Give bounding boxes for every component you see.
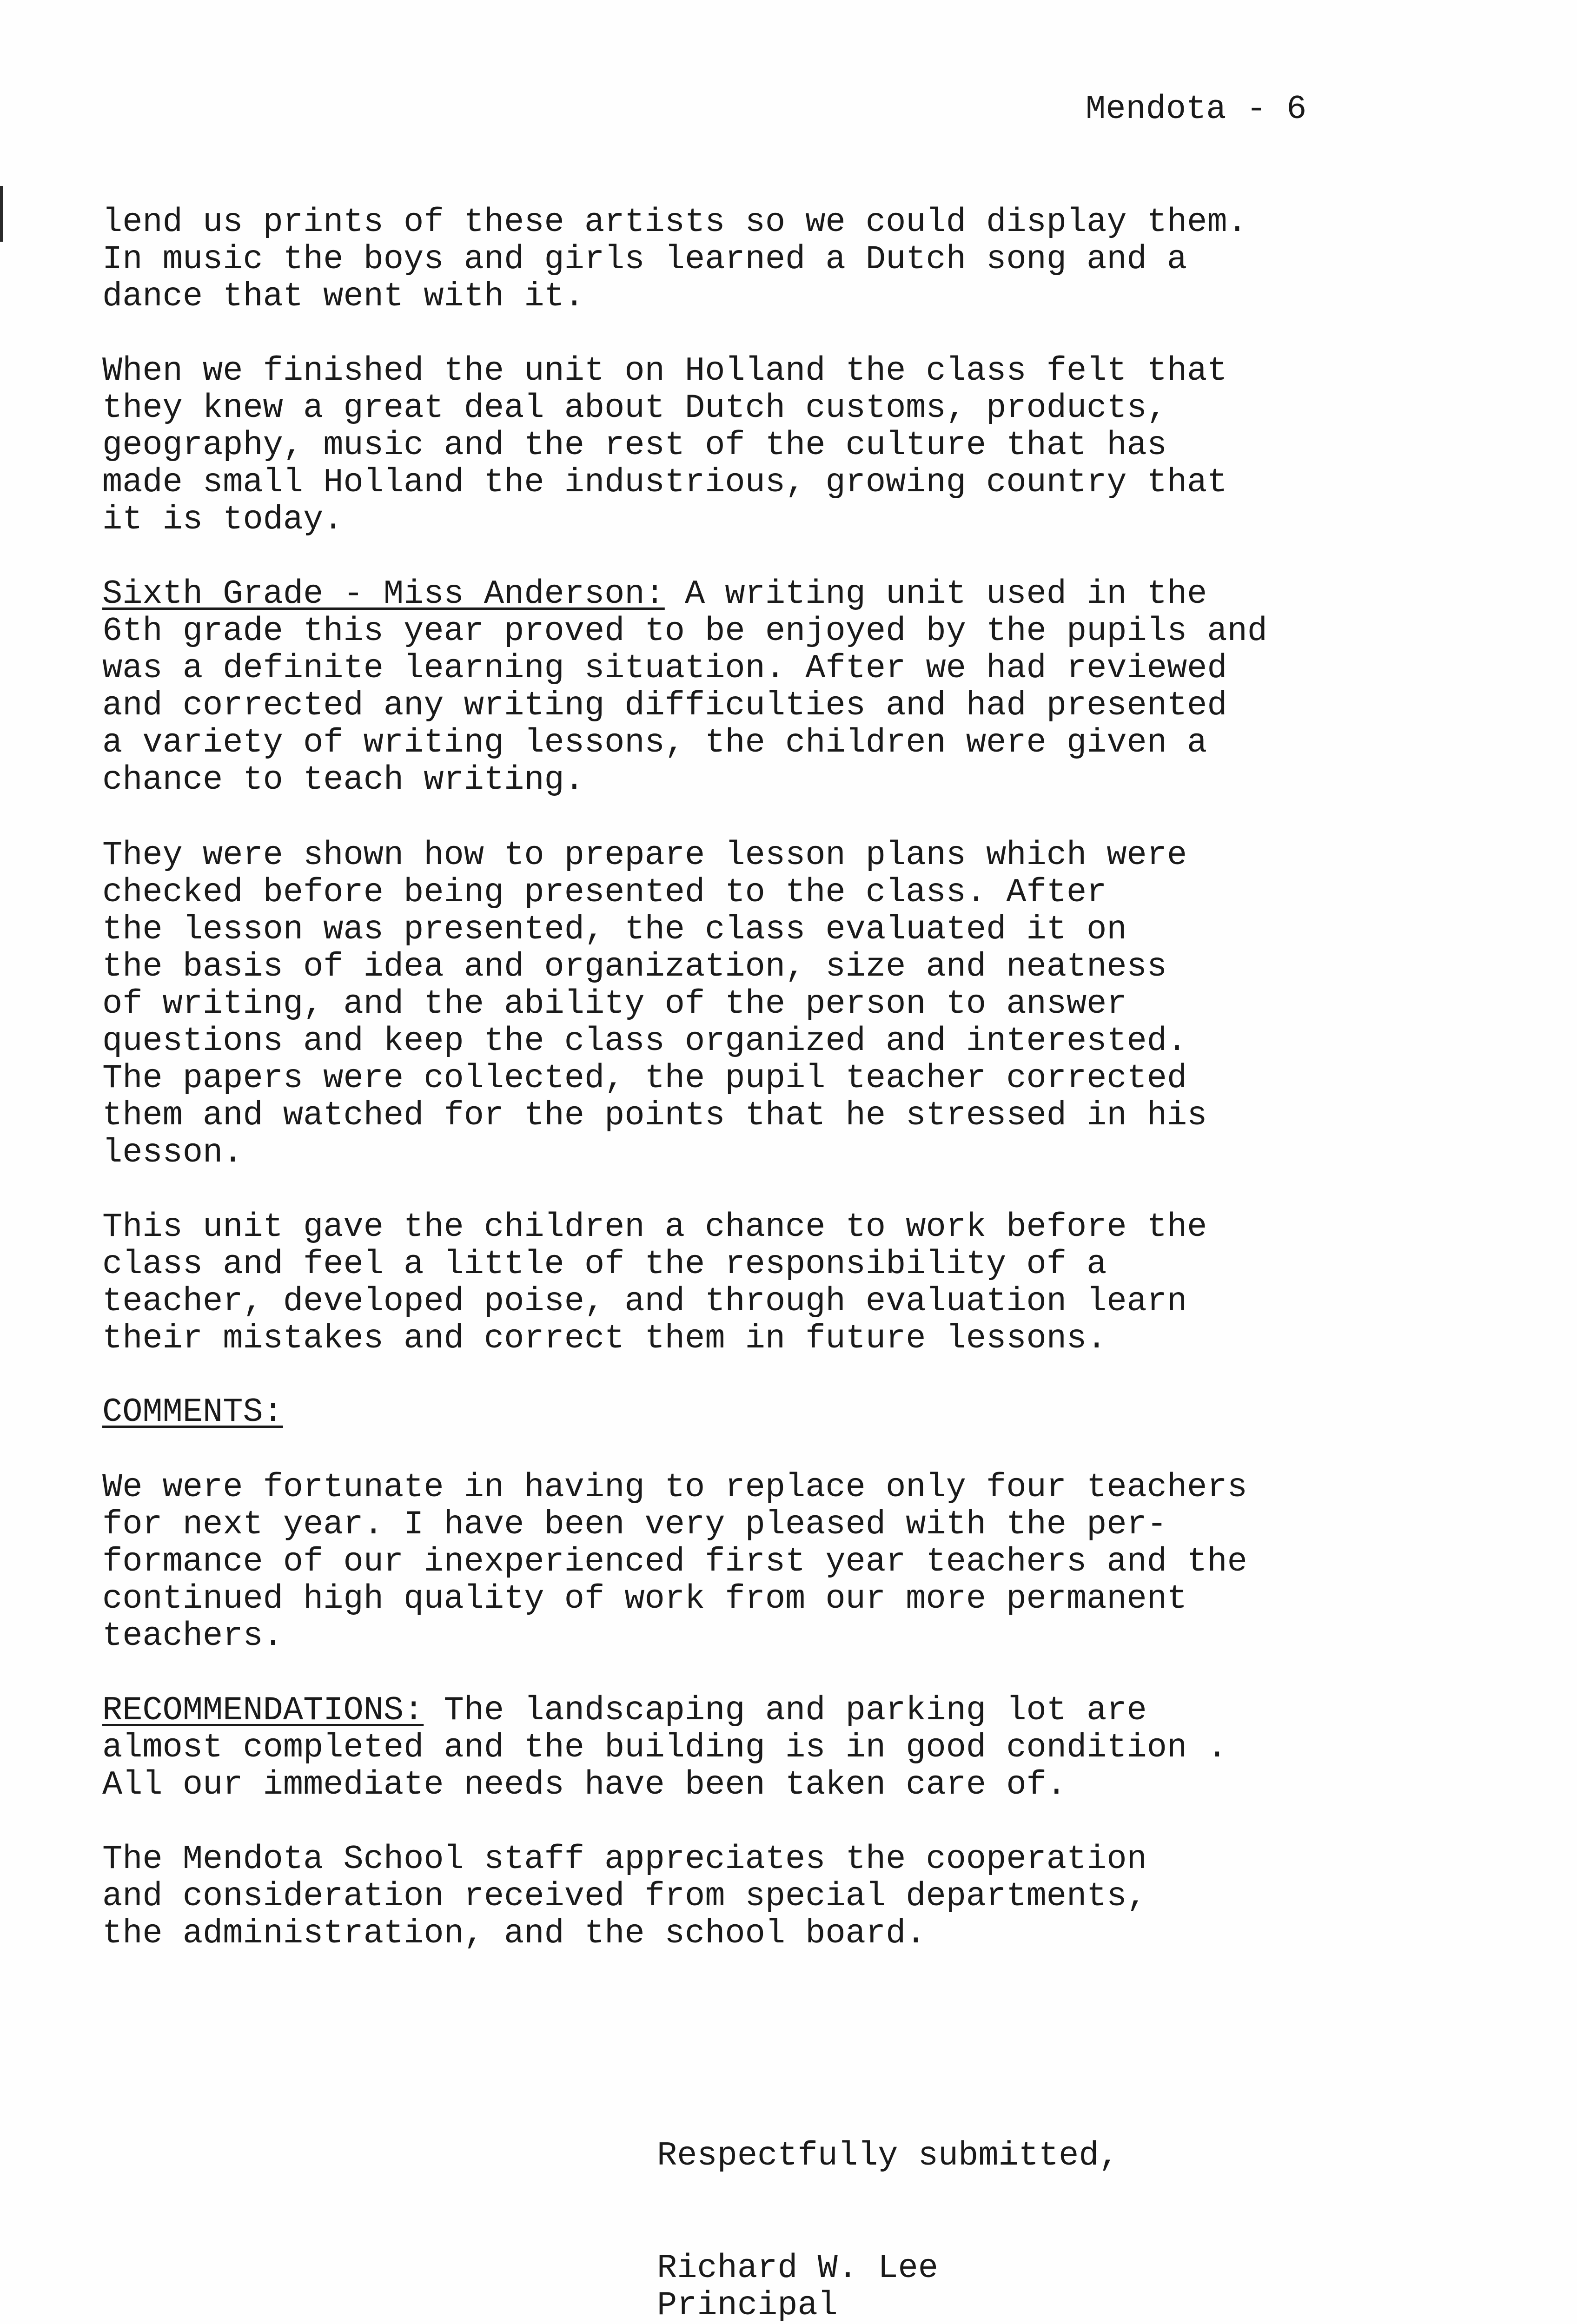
text-line: class and feel a little of the responsibility of a (102, 1245, 1107, 1283)
signatory-title: Principal (657, 2286, 838, 2324)
text-line: formance of our inexperienced first year teachers and the (102, 1543, 1247, 1581)
paragraph-comments (102, 1469, 1451, 1655)
text-line: teachers. (102, 1617, 283, 1655)
text-line: the lesson was presented, the class evaluated it on (102, 911, 1127, 949)
text-line (102, 575, 1451, 613)
comments-heading-block (102, 1393, 1451, 1431)
page-header: Mendota - 6 (1086, 90, 1307, 128)
text-line: for next year. I have been very pleased with the per- (102, 1505, 1167, 1544)
section-heading-sixth-grade: Sixth Grade - Miss Anderson: (102, 575, 665, 613)
text-line: the basis of idea and organization, size and neatness (102, 948, 1167, 986)
text-line: The Mendota School staff appreciates the cooperation (102, 1840, 1147, 1878)
text-line: They were shown how to prepare lesson plans which were (102, 836, 1187, 874)
text-line: was a definite learning situation. After we had reviewed (102, 649, 1227, 687)
text-line: them and watched for the points that he stressed in his (102, 1096, 1207, 1135)
text-line: the administration, and the school board. (102, 1915, 926, 1953)
text-line: When we finished the unit on Holland the class felt that (102, 352, 1227, 390)
text-line: We were fortunate in having to replace only four teachers (102, 1468, 1247, 1506)
text-line: lesson. (102, 1134, 243, 1172)
text-line: In music the boys and girls learned a Dutch song and a (102, 240, 1187, 278)
text-line: almost completed and the building is in good condition . (102, 1729, 1227, 1767)
text-line: checked before being presented to the class. After (102, 873, 1107, 911)
paragraph-unit-benefits (102, 1208, 1451, 1357)
text-line: a variety of writing lessons, the children were given a (102, 724, 1207, 762)
section-heading-recommendations: RECOMMENDATIONS: (102, 1691, 424, 1730)
text-line: lend us prints of these artists so we could display them. (102, 203, 1247, 241)
text-line: This unit gave the children a chance to work before the (102, 1208, 1207, 1246)
text-line: The papers were collected, the pupil teacher corrected (102, 1059, 1187, 1097)
text-line: dance that went with it. (102, 277, 584, 316)
text-line (102, 1393, 1451, 1431)
paragraph-lesson-plans (102, 837, 1451, 1171)
text-line: continued high quality of work from our more permanent (102, 1580, 1187, 1618)
scan-edge-mark (0, 186, 3, 242)
paragraph-appreciation (102, 1841, 1451, 1952)
text-line: and corrected any writing difficulties and had presented (102, 687, 1227, 725)
text-line: and consideration received from special departments, (102, 1877, 1147, 1915)
text-line: geography, music and the rest of the culture that has (102, 426, 1167, 464)
text-line: 6th grade this year proved to be enjoyed by the pupils and (102, 612, 1268, 650)
closing-salutation: Respectfully submitted, (657, 2137, 1119, 2175)
text-line (102, 1692, 1451, 1729)
paragraph-holland-unit (102, 352, 1451, 538)
text-line: of writing, and the ability of the person to answer (102, 985, 1127, 1023)
section-heading-comments: COMMENTS: (102, 1393, 283, 1431)
paragraph-recommendations (102, 1692, 1451, 1803)
text-line: it is today. (102, 501, 344, 539)
paragraph-intro-continuation (102, 204, 1451, 315)
paragraph-sixth-grade (102, 575, 1451, 799)
text-line: chance to teach writing. (102, 761, 584, 799)
text-line: their mistakes and correct them in future lessons. (102, 1320, 1107, 1358)
text-fragment: A writing unit used in the (664, 575, 1207, 613)
signatory-name: Richard W. Lee (657, 2249, 938, 2287)
text-line: made small Holland the industrious, growing country that (102, 463, 1227, 502)
text-line: teacher, developed poise, and through evaluation learn (102, 1282, 1187, 1320)
text-line: All our immediate needs have been taken care of. (102, 1766, 1067, 1804)
text-fragment: The landscaping and parking lot are (424, 1691, 1147, 1730)
text-line: questions and keep the class organized and interested. (102, 1022, 1187, 1060)
text-line: they knew a great deal about Dutch customs, products, (102, 389, 1167, 427)
